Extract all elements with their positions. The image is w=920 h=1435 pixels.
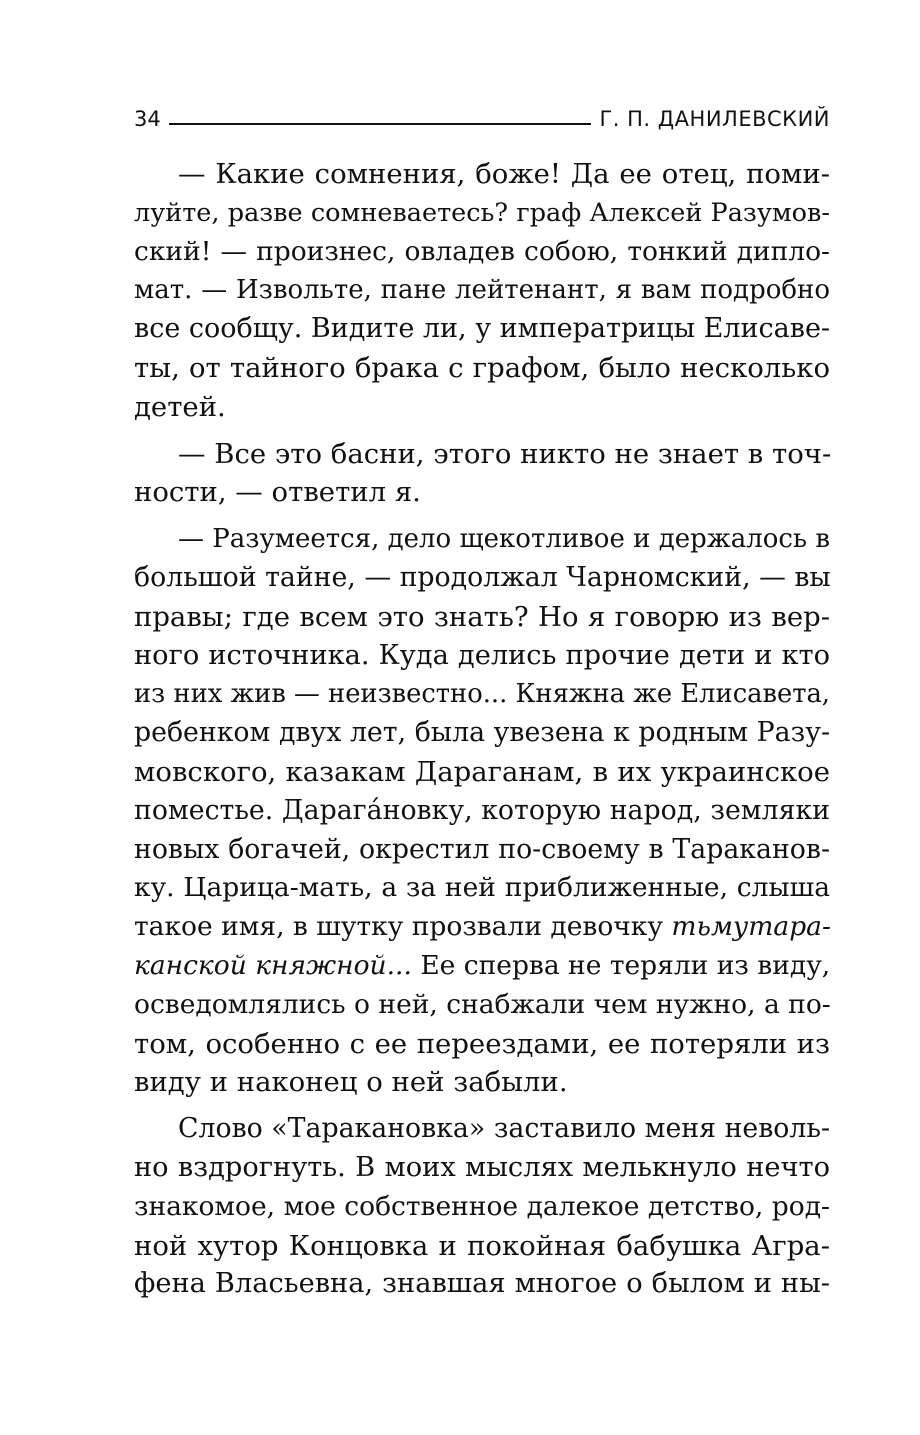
text-line: — Какие сомнения, боже! Да ее отец, поми- bbox=[178, 158, 830, 190]
text-line: ребенком двух лет, была увезена к родным Разу- bbox=[134, 717, 830, 749]
text-segment: такое имя, в шутку прозвали девочку bbox=[134, 911, 672, 943]
text-line: виду и наконец о ней забыли. bbox=[134, 1066, 568, 1099]
text-line: — Разумеется, дело щекотливое и держалось в bbox=[178, 524, 830, 555]
text-line: том, особенно с ее переездами, ее потеряли из bbox=[134, 1027, 830, 1060]
text-line: большой тайне, — продолжал Чарномский, — вы bbox=[134, 561, 831, 593]
header-rule bbox=[169, 123, 592, 125]
text-line: но вздрогнуть. В моих мыслях мелькнуло нечто bbox=[134, 1151, 830, 1183]
text-line: правы; где всем это знать? Но я говорю из вер- bbox=[134, 600, 830, 633]
italic-phrase: канской княжной... bbox=[134, 949, 412, 981]
text-line bbox=[134, 908, 830, 947]
text-line: ский! — произнес, овладев собою, тонкий дипло- bbox=[134, 235, 830, 267]
text-line: ты, от тайного брака с графом, было несколько bbox=[134, 351, 830, 384]
text-line: осведомлялись о ней, снабжали чем нужно, а по- bbox=[134, 988, 831, 1020]
italic-phrase: тьмутара- bbox=[671, 911, 831, 943]
text-line: ного источника. Куда делись прочие дети и кто bbox=[134, 639, 830, 671]
text-line: ности, — ответил я. bbox=[134, 476, 421, 509]
text-line: ной хутор Концовка и покойная бабушка Агра- bbox=[134, 1229, 830, 1262]
running-head-author: Г. П. ДАНИЛЕВСКИЙ bbox=[599, 107, 830, 131]
text-line: детей. bbox=[134, 390, 226, 423]
text-line: новых богачей, окрестил по-своему в Тараканов- bbox=[134, 833, 830, 865]
page-number: 34 bbox=[134, 107, 161, 131]
text-line bbox=[134, 947, 830, 986]
text-line: фена Власьевна, знавшая многое о былом и ны- bbox=[134, 1268, 830, 1300]
text-segment: Ее сперва не теряли из виду, bbox=[411, 949, 831, 981]
text-line: луйте, разве сомневаетесь? граф Алексей Разумов- bbox=[134, 197, 830, 228]
text-line: все сообщу. Видите ли, у императрицы Елисаве- bbox=[134, 313, 831, 345]
text-line: знакомое, мое собственное далекое детство, род- bbox=[134, 1190, 830, 1222]
text-line: ку. Царица-мать, а за ней приближенные, слыша bbox=[134, 872, 830, 904]
text-line: мовского, казакам Дараганам, в их украинское bbox=[134, 755, 830, 788]
body-text bbox=[134, 155, 830, 1304]
text-line: Слово «Таракановка» заставило меня неволь- bbox=[178, 1113, 830, 1145]
text-line: поместье. Дарагáновку, которую народ, земляки bbox=[134, 794, 830, 826]
running-head bbox=[134, 98, 830, 132]
text-line: мат. — Извольте, пане лейтенант, я вам подробно bbox=[134, 275, 830, 306]
text-line: из них жив — неизвестно... Княжна же Елисавета, bbox=[134, 679, 830, 710]
text-line: — Все это басни, этого никто не знает в точ- bbox=[178, 437, 832, 470]
